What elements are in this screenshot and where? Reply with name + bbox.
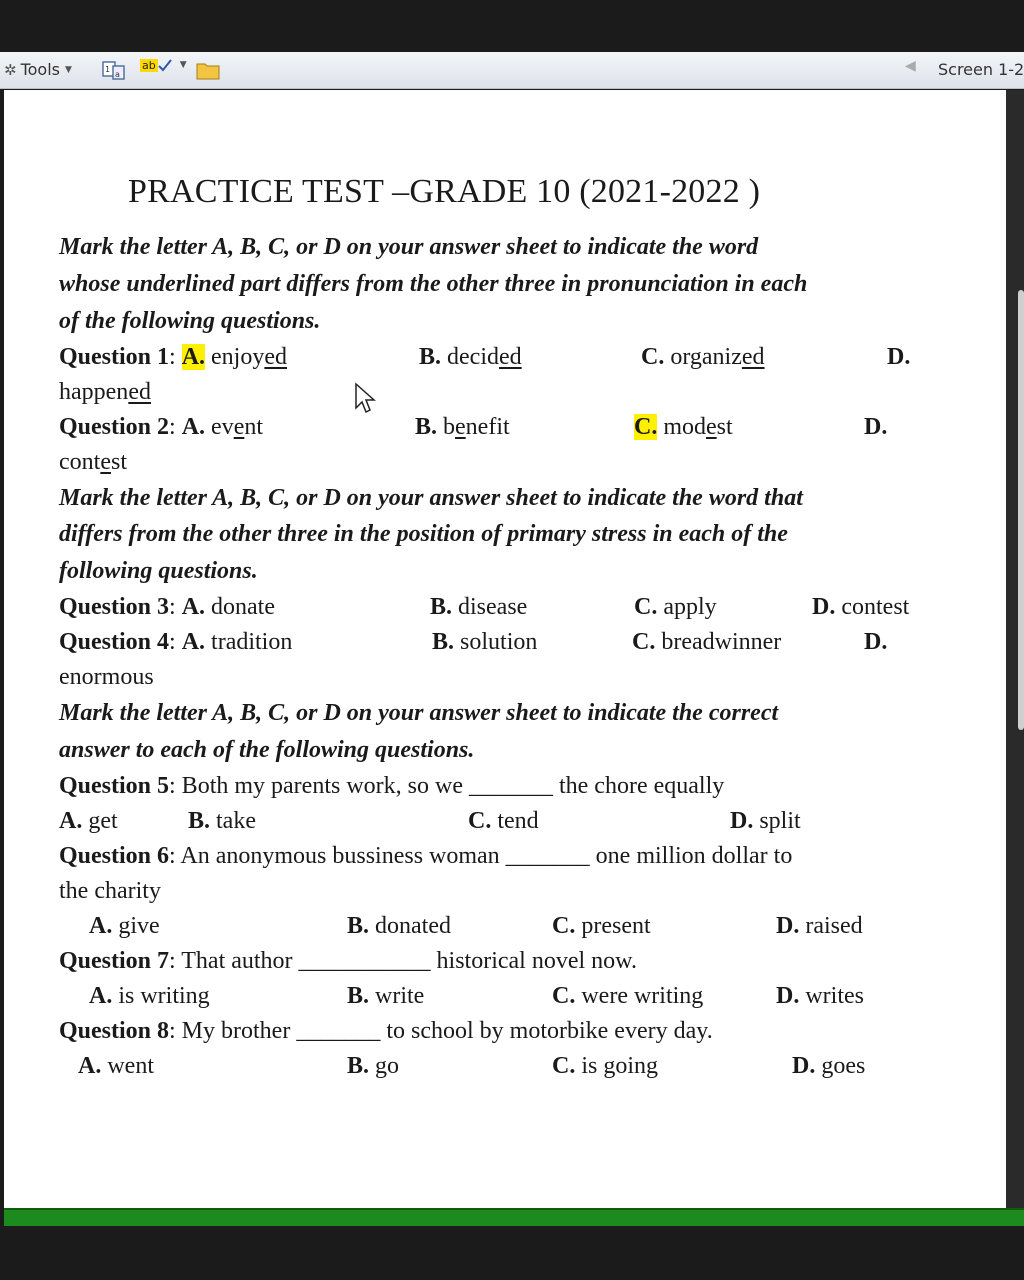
question-1-option-d: happened <box>59 379 151 405</box>
previous-screen-icon[interactable]: ◀ <box>905 58 916 74</box>
question-1 <box>59 343 287 371</box>
question-7: Question 7: That author ___________ historical novel now. <box>59 948 637 974</box>
status-bar <box>4 1208 1024 1226</box>
question-5: Question 5: Both my parents work, so we _______ the chore equally <box>59 773 725 799</box>
option-letter: B. <box>419 344 442 370</box>
check-icon <box>158 58 172 72</box>
question-2-option-d: contest <box>59 449 127 475</box>
folder-icon <box>196 60 220 80</box>
tools-menu-button[interactable] <box>4 60 72 79</box>
question-6-option-b: B. donated <box>347 913 451 939</box>
tools-label: Tools <box>20 60 60 79</box>
scrollbar-thumb[interactable] <box>1018 290 1024 730</box>
document-content <box>4 90 1006 1208</box>
question-label: Question 2 <box>59 414 170 440</box>
option-a: enjoyed <box>211 344 288 370</box>
document-page <box>4 90 1006 1208</box>
instruction-pronunciation-1: Mark the letter A, B, C, or D on your answer sheet to indicate the word <box>59 234 759 260</box>
question-6-line-2: the charity <box>59 878 161 904</box>
question-5-option-c: C. tend <box>468 808 539 834</box>
question-3: Question 3: A. donate <box>59 594 276 620</box>
question-2-option-d-letter: D. <box>864 414 888 440</box>
folder-button[interactable] <box>196 60 220 80</box>
instruction-stress-1: Mark the letter A, B, C, or D on your answer sheet to indicate the word that <box>59 485 803 511</box>
svg-text:a: a <box>115 70 120 79</box>
question-1-option-b: B. decided <box>419 344 522 370</box>
question-8-option-b: B. go <box>347 1053 400 1079</box>
screen-indicator: Screen 1-2 <box>938 60 1024 79</box>
chevron-down-icon: ▼ <box>65 64 72 75</box>
colon: : <box>169 344 176 370</box>
question-8-option-c: C. is going <box>552 1053 659 1079</box>
question-4: Question 4: A. tradition <box>59 629 293 655</box>
question-7-option-d: D. writes <box>776 983 864 1009</box>
question-6-option-d: D. raised <box>776 913 863 939</box>
spelling-button[interactable] <box>140 58 187 72</box>
question-7-option-c: C. were writing <box>552 983 704 1009</box>
instruction-pronunciation-3: of the following questions. <box>59 308 321 334</box>
tools-icon: ✲ <box>4 60 17 79</box>
toolbar <box>0 52 1024 89</box>
option-letter: C. <box>641 344 665 370</box>
question-5-option-a: A. get <box>59 808 118 834</box>
question-4-option-d: enormous <box>59 664 154 690</box>
question-4-option-d-letter: D. <box>864 629 888 655</box>
question-1-option-d-letter: D. <box>887 344 911 370</box>
question-2-option-b: B. benefit <box>415 414 510 440</box>
spelling-icon: ab <box>142 58 156 72</box>
option-letter-c-highlighted: C. <box>634 414 658 440</box>
mouse-pointer-icon <box>354 382 376 414</box>
question-5-option-d: D. split <box>730 808 801 834</box>
svg-text:1: 1 <box>105 65 111 74</box>
question-3-option-d: D. contest <box>812 594 910 620</box>
instruction-stress-3: following questions. <box>59 558 258 584</box>
instruction-correct-1: Mark the letter A, B, C, or D on your answer sheet to indicate the correct <box>59 700 779 726</box>
question-7-option-b: B. write <box>347 983 425 1009</box>
spelling-dropdown-icon[interactable]: ▼ <box>179 60 187 70</box>
instruction-correct-2: answer to each of the following questions. <box>59 737 475 763</box>
instruction-stress-2: differs from the other three in the position of primary stress in each of the <box>59 521 788 547</box>
question-1-option-c: C. organized <box>641 344 765 370</box>
question-label: Question 1 <box>59 344 170 370</box>
question-8-option-a: A. went <box>78 1053 154 1079</box>
research-button[interactable] <box>100 58 128 82</box>
question-5-option-b: B. take <box>188 808 256 834</box>
page-title: PRACTICE TEST –GRADE 10 (2021-2022 ) <box>128 173 761 210</box>
question-6-option-c: C. present <box>552 913 651 939</box>
research-icon <box>100 58 128 82</box>
question-2: Question 2: A. event <box>59 414 264 440</box>
question-3-option-c: C. apply <box>634 594 717 620</box>
question-8: Question 8: My brother _______ to school by motorbike every day. <box>59 1018 713 1044</box>
question-6-option-a: A. give <box>89 913 160 939</box>
question-4-option-b: B. solution <box>432 629 538 655</box>
option-letter-a-highlighted: A. <box>181 344 206 370</box>
instruction-pronunciation-2: whose underlined part differs from the other three in pronunciation in each <box>59 271 808 297</box>
vertical-scrollbar[interactable] <box>1006 90 1024 1208</box>
option-letter: A. <box>181 414 206 440</box>
question-7-option-a: A. is writing <box>89 983 210 1009</box>
question-3-option-b: B. disease <box>430 594 528 620</box>
question-4-option-c: C. breadwinner <box>632 629 782 655</box>
question-2-option-c: C. modest <box>634 414 733 440</box>
question-6: Question 6: An anonymous bussiness woman _______ one million dollar to <box>59 843 793 869</box>
question-8-option-d: D. goes <box>792 1053 866 1079</box>
